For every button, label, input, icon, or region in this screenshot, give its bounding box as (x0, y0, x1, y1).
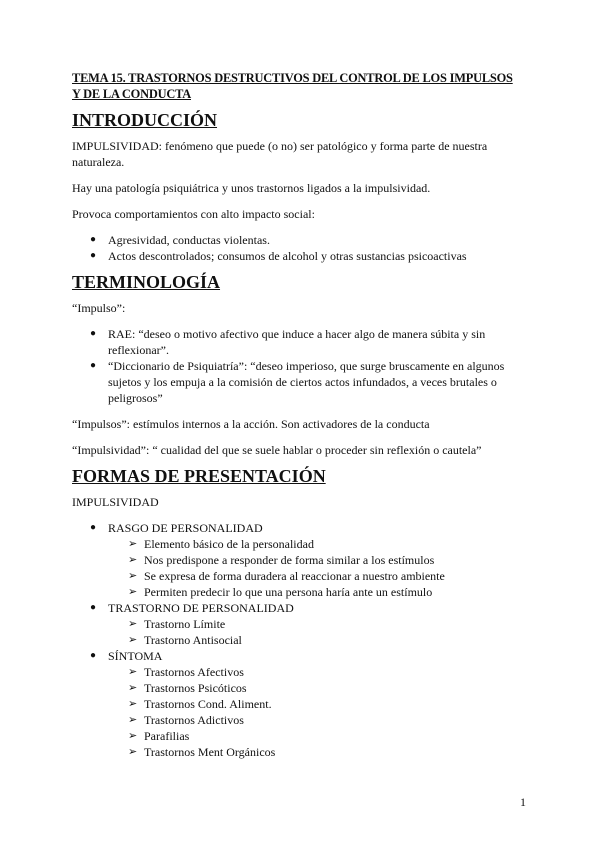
list-item: ➢ Trastornos Psicóticos (128, 681, 247, 695)
bullet-icon: ● (90, 234, 97, 245)
bullet-icon: ● (90, 522, 97, 533)
arrow-icon: ➢ (128, 554, 138, 566)
list-item: ➢ Trastornos Cond. Aliment. (128, 697, 272, 711)
list-item: ➢ Permiten predecir lo que una persona haría ante un estímulo (128, 585, 433, 599)
section-heading-terminologia: TERMINOLOGÍA (72, 272, 221, 292)
bullet-icon: ● (90, 602, 97, 613)
list-item: ➢ Trastorno Límite (128, 617, 226, 631)
page-number: 1 (520, 795, 526, 809)
list-item: ➢ Elemento básico de la personalidad (128, 537, 314, 551)
bullet-icon: ● (90, 360, 97, 371)
list-item: ➢ Trastornos Adictivos (128, 713, 244, 727)
arrow-icon: ➢ (128, 586, 138, 598)
section-heading-formas: FORMAS DE PRESENTACIÓN (72, 466, 326, 486)
arrow-icon: ➢ (128, 538, 138, 550)
bullet-icon: ● (90, 650, 97, 661)
arrow-icon: ➢ (128, 714, 138, 726)
term-bullet-list (72, 326, 528, 406)
list-item: ● “Diccionario de Psiquiatría”: “deseo imperioso, que surge bruscamente en algunos sujetos y los empuja a la comisión de ciertos actos infundados, a veces brutales o peligrosos” (90, 359, 505, 405)
title-line-1: TEMA 15. TRASTORNOS DESTRUCTIVOS DEL CONTROL DE LOS IMPULSOS (72, 71, 513, 85)
title-line-2: Y DE LA CONDUCTA (72, 87, 191, 101)
page-content (72, 70, 528, 760)
term-impulsividad-definition: “Impulsividad”: “ cualidad del que se suele hablar o proceder sin reflexión o cautela” (72, 443, 482, 457)
bullet-icon: ● (90, 250, 97, 261)
list-item: ● SÍNTOMA (90, 649, 163, 663)
list-item: ● Agresividad, conductas violentas. (90, 233, 270, 247)
arrow-icon: ➢ (128, 746, 138, 758)
bullet-icon: ● (90, 328, 97, 339)
arrow-icon: ➢ (128, 634, 138, 646)
intro-paragraph-1: IMPULSIVIDAD: fenómeno que puede (o no) ser patológico y forma parte de nuestra naturaleza. (72, 139, 488, 169)
intro-paragraph-3: Provoca comportamientos con alto impacto social: (72, 207, 315, 221)
list-item: ➢ Se expresa de forma duradera al reaccionar a nuestro ambiente (128, 569, 445, 583)
list-item: ➢ Trastorno Antisocial (128, 633, 242, 647)
formas-list (72, 520, 528, 760)
arrow-icon: ➢ (128, 730, 138, 742)
formas-subheading: IMPULSIVIDAD (72, 495, 159, 509)
list-item: ● RAE: “deseo o motivo afectivo que induce a hacer algo de manera súbita y sin reflexionar”. (90, 327, 486, 357)
arrow-icon: ➢ (128, 682, 138, 694)
document-title (72, 70, 528, 102)
list-item: ➢ Trastornos Afectivos (128, 665, 244, 679)
intro-paragraph-2: Hay una patología psiquiátrica y unos trastornos ligados a la impulsividad. (72, 181, 431, 195)
section-heading-introduccion: INTRODUCCIÓN (72, 110, 218, 130)
list-item: ● Actos descontrolados; consumos de alcohol y otras sustancias psicoactivas (90, 249, 467, 263)
term-impulso-label: “Impulso”: (72, 301, 126, 315)
list-item: ● RASGO DE PERSONALIDAD (90, 521, 263, 535)
arrow-icon: ➢ (128, 570, 138, 582)
list-item: ● TRASTORNO DE PERSONALIDAD (90, 601, 294, 615)
list-item: ➢ Trastornos Ment Orgánicos (128, 745, 276, 759)
arrow-icon: ➢ (128, 618, 138, 630)
intro-bullet-list (72, 232, 528, 264)
list-item: ➢ Parafilias (128, 729, 190, 743)
term-impulsos-definition: “Impulsos”: estímulos internos a la acción. Son activadores de la conducta (72, 417, 430, 431)
arrow-icon: ➢ (128, 666, 138, 678)
arrow-icon: ➢ (128, 698, 138, 710)
list-item: ➢ Nos predispone a responder de forma similar a los estímulos (128, 553, 435, 567)
